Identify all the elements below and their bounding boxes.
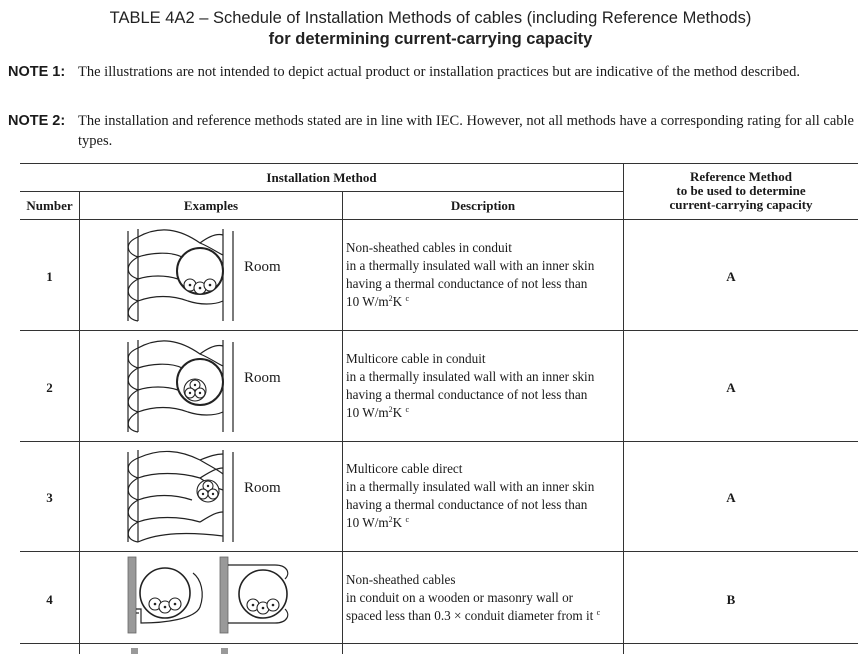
row-1-reference: A bbox=[726, 269, 736, 284]
desc-line: in a thermally insulated wall with an inner skin bbox=[346, 369, 595, 384]
row-rule-2 bbox=[20, 441, 858, 442]
row-3-description bbox=[346, 460, 621, 532]
header-installation-method: Installation Method bbox=[266, 170, 377, 185]
title-line-2: for determining current-carrying capacity bbox=[268, 30, 593, 48]
note-1-label: NOTE 1: bbox=[8, 64, 66, 80]
desc-line: Multicore cable direct bbox=[346, 461, 463, 476]
row-rule-4 bbox=[20, 643, 858, 644]
header-split-rule bbox=[20, 191, 623, 192]
desc-unit: 10 W/m bbox=[346, 515, 389, 530]
desc-line: Multicore cable in conduit bbox=[346, 351, 486, 366]
row-3-example-label: Room bbox=[244, 480, 281, 496]
row-1-number: 1 bbox=[46, 269, 53, 284]
row-2-number: 2 bbox=[46, 380, 53, 395]
col-rule-examples bbox=[342, 191, 343, 654]
table-top-rule bbox=[20, 163, 858, 164]
row-4-reference: B bbox=[726, 592, 736, 607]
illustration-conduit-on-wall bbox=[125, 555, 305, 640]
row-rule-1 bbox=[20, 330, 858, 331]
desc-unit-k: K bbox=[392, 294, 406, 309]
row-4-number: 4 bbox=[46, 592, 53, 607]
desc-line: in a thermally insulated wall with an inner skin bbox=[346, 258, 595, 273]
col-rule-description bbox=[623, 163, 624, 654]
row-2-description bbox=[346, 350, 621, 422]
row-2-reference: A bbox=[726, 380, 736, 395]
row-rule-3 bbox=[20, 551, 858, 552]
illustration-multicore-conduit-wall bbox=[120, 336, 240, 436]
footnote-ref: c bbox=[405, 405, 410, 414]
header-reference-line-3: current-carrying capacity bbox=[669, 197, 813, 212]
desc-line bbox=[346, 293, 621, 311]
title-line-1: TABLE 4A2 – Schedule of Installation Methods of cables (including Reference Methods) bbox=[109, 9, 752, 27]
next-row-wall-mark bbox=[221, 648, 228, 654]
desc-line: Non-sheathed cables bbox=[346, 572, 456, 587]
desc-unit-k: K bbox=[392, 515, 406, 530]
desc-line: having a thermal conductance of not less than bbox=[346, 276, 588, 291]
desc-unit: 10 W/m bbox=[346, 294, 389, 309]
note-1-text: The illustrations are not intended to depict actual product or installation practices but are indicative of the method described. bbox=[78, 64, 800, 80]
footnote-ref: c bbox=[405, 294, 410, 303]
desc-superscript: 2 bbox=[388, 294, 393, 303]
note-2-label: NOTE 2: bbox=[8, 113, 66, 129]
next-row-wall-mark bbox=[131, 648, 138, 654]
row-3-reference: A bbox=[726, 490, 736, 505]
header-reference bbox=[624, 170, 858, 212]
desc-superscript: 2 bbox=[388, 515, 393, 524]
row-1-example-label: Room bbox=[244, 259, 281, 275]
note-2-text: The installation and reference methods stated are in line with IEC. However, not all methods have a corresponding rating for all cable types. bbox=[78, 113, 854, 149]
desc-line: in a thermally insulated wall with an inner skin bbox=[346, 479, 595, 494]
row-3-number: 3 bbox=[46, 490, 53, 505]
row-2-example-label: Room bbox=[244, 370, 281, 386]
desc-line: having a thermal conductance of not less than bbox=[346, 497, 588, 512]
desc-line bbox=[346, 404, 621, 422]
table-title bbox=[0, 8, 861, 50]
header-bottom-rule bbox=[20, 219, 858, 220]
desc-unit: 10 W/m bbox=[346, 405, 389, 420]
illustration-conduit-insulated-wall bbox=[120, 225, 240, 325]
desc-text: spaced less than 0.3 × conduit diameter from it bbox=[346, 608, 597, 623]
header-reference-line-1: Reference Method bbox=[690, 169, 792, 184]
note-2 bbox=[8, 111, 854, 151]
col-rule-number bbox=[79, 191, 80, 654]
header-description: Description bbox=[450, 198, 516, 213]
desc-line: in conduit on a wooden or masonry wall or bbox=[346, 590, 574, 605]
desc-line bbox=[346, 514, 621, 532]
note-1 bbox=[8, 62, 854, 82]
header-examples: Examples bbox=[183, 198, 239, 213]
header-reference-line-2: to be used to determine bbox=[676, 183, 806, 198]
row-4-description bbox=[346, 571, 621, 625]
footnote-ref: c bbox=[596, 608, 601, 617]
desc-superscript: 2 bbox=[388, 405, 393, 414]
desc-line: Non-sheathed cables in conduit bbox=[346, 240, 512, 255]
header-number: Number bbox=[26, 198, 73, 213]
desc-line: having a thermal conductance of not less than bbox=[346, 387, 588, 402]
illustration-multicore-direct-wall bbox=[120, 446, 240, 546]
footnote-ref: c bbox=[405, 515, 410, 524]
row-1-description bbox=[346, 239, 621, 311]
desc-unit-k: K bbox=[392, 405, 406, 420]
desc-line bbox=[346, 607, 621, 625]
